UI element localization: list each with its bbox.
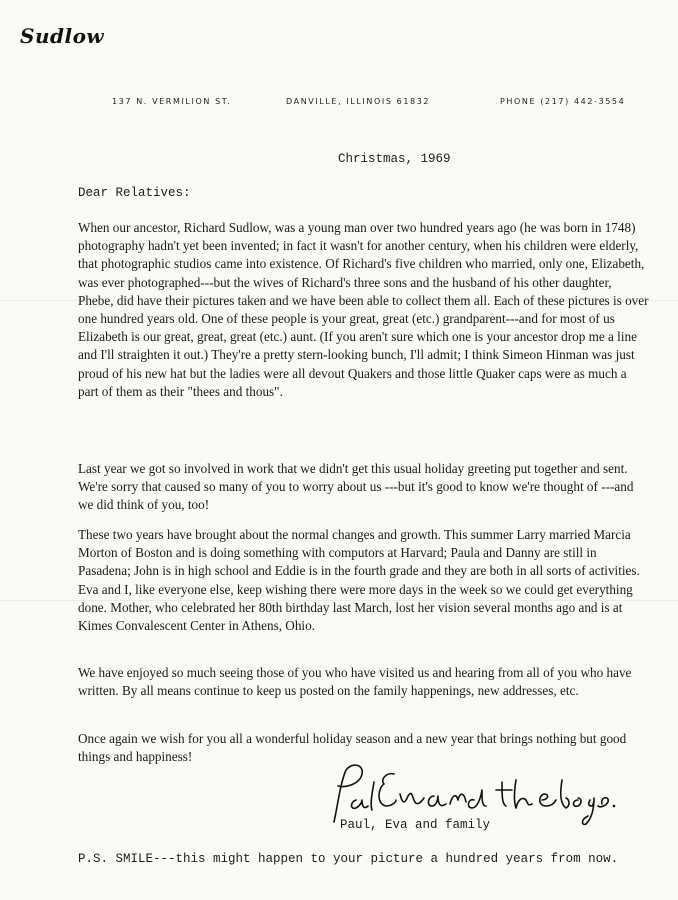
letter-paragraph: We have enjoyed so much seeing those of you who have visited us and hearing from all of you who have written. By all means continue to keep us posted on the family happenings, new addresses, etc. xyxy=(78,665,632,699)
letter-salutation: Dear Relatives: xyxy=(78,186,191,200)
letter-paragraph: Last year we got so involved in work that we didn't get this usual holiday greeting put together and sent. We're sorry that caused so many of you to worry about us ---but it's good to know we're thought of ---and we did think of you, too! xyxy=(78,461,634,513)
letter-paragraph: These two years have brought about the normal changes and growth. This summer Larry married Marcia Morton of Boston and is doing something with computors at Harvard; Paula and Danny are still in Pasadena; John is in high school and Eddie is in the fourth grade and they are both in all sorts of activities. Eva and I, like everyone else, keep wishing there were more days in the week so we could get everything done. Mother, who celebrated her 80th birthday last March, lost her vision several months ago and is at Kimes Convalescent Center in Athens, Ohio. xyxy=(78,527,640,634)
letterhead-city: DANVILLE, ILLINOIS 61832 xyxy=(286,97,431,106)
typed-signature: Paul, Eva and family xyxy=(340,818,491,832)
letter-postscript: P.S. SMILE---this might happen to your picture a hundred years from now. xyxy=(78,852,619,866)
letter-paragraph: When our ancestor, Richard Sudlow, was a young man over two hundred years ago (he was born in 1748) photography hadn't yet been invented; in fact it wasn't for another century, when his children were elderly, that photographic studios came into existence. Of Richard's five children who married, only one, Elizabeth, was ever photographed---but the wives of Richard's three sons and the husband of his other daughter, Phebe, did have their pictures taken and we have been able to collect them all. Each of these pictures is over one hundred years old. One of these people is your great, great (etc.) grandparent---and for most of us Elizabeth is our great, great, great (etc.) aunt. (If you aren't sure which one is your ancestor drop me a line and I'll straighten it out.) They're a pretty stern-looking bunch, I'll admit; I think Simeon Hinman was just proud of his new hat but the ladies were all devout Quakers and those little Quaker caps were as much a part of them as their "thees and thous". xyxy=(78,220,649,399)
letter-paragraph: Once again we wish for you all a wonderful holiday season and a new year that brings nothing but good things and happiness! xyxy=(78,731,627,765)
letterhead-logo: Sudlow xyxy=(20,24,105,48)
letter-date: Christmas, 1969 xyxy=(338,152,451,166)
letterhead-street: 137 N. VERMILION ST. xyxy=(112,97,232,106)
letterhead-phone: PHONE (217) 442-3554 xyxy=(500,97,626,106)
